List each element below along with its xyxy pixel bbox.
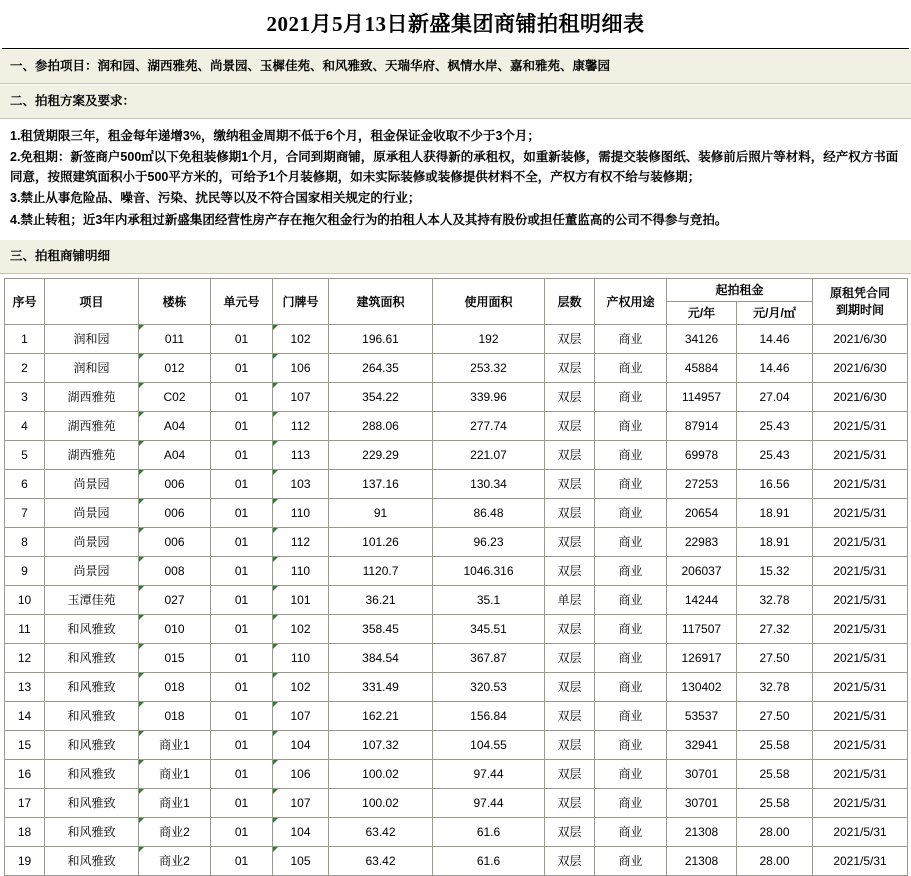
cell-door: 112 bbox=[273, 411, 329, 440]
cell-project: 尚景园 bbox=[45, 527, 139, 556]
cell-building-area: 358.45 bbox=[329, 614, 433, 643]
header-starting-rent: 起拍租金 bbox=[667, 278, 813, 301]
cell-building-area: 63.42 bbox=[329, 817, 433, 846]
cell-building: 011 bbox=[139, 324, 211, 353]
table-row bbox=[5, 585, 908, 614]
cell-rent-per-year: 14244 bbox=[667, 585, 737, 614]
cell-rent-per-month-sqm: 25.58 bbox=[737, 788, 813, 817]
header-project: 项目 bbox=[45, 278, 139, 324]
cell-building: A04 bbox=[139, 440, 211, 469]
cell-building: 商业2 bbox=[139, 817, 211, 846]
cell-floors: 双层 bbox=[545, 324, 595, 353]
cell-seq: 14 bbox=[5, 701, 45, 730]
cell-rent-per-year: 130402 bbox=[667, 672, 737, 701]
cell-door: 113 bbox=[273, 440, 329, 469]
cell-usable-area: 97.44 bbox=[433, 788, 545, 817]
cell-rent-per-month-sqm: 15.32 bbox=[737, 556, 813, 585]
cell-seq: 15 bbox=[5, 730, 45, 759]
cell-rent-per-year: 32941 bbox=[667, 730, 737, 759]
cell-unit: 01 bbox=[211, 440, 273, 469]
cell-rent-per-month-sqm: 32.78 bbox=[737, 672, 813, 701]
cell-seq: 4 bbox=[5, 411, 45, 440]
cell-building: 商业1 bbox=[139, 759, 211, 788]
header-rent-per-year: 元/年 bbox=[667, 301, 737, 324]
cell-door: 104 bbox=[273, 817, 329, 846]
cell-seq: 2 bbox=[5, 353, 45, 382]
cell-building: 008 bbox=[139, 556, 211, 585]
cell-building-area: 91 bbox=[329, 498, 433, 527]
header-contract-expiry-line1: 原租凭合同 bbox=[830, 286, 891, 300]
cell-door: 102 bbox=[273, 324, 329, 353]
cell-rent-per-month-sqm: 27.04 bbox=[737, 382, 813, 411]
cell-rent-per-year: 30701 bbox=[667, 788, 737, 817]
cell-unit: 01 bbox=[211, 701, 273, 730]
cell-rent-per-month-sqm: 27.50 bbox=[737, 643, 813, 672]
cell-unit: 01 bbox=[211, 846, 273, 875]
cell-rent-per-month-sqm: 32.78 bbox=[737, 585, 813, 614]
cell-seq: 12 bbox=[5, 643, 45, 672]
cell-building: 商业2 bbox=[139, 846, 211, 875]
cell-rent-per-year: 53537 bbox=[667, 701, 737, 730]
cell-contract-expiry: 2021/5/31 bbox=[813, 614, 908, 643]
cell-project: 尚景园 bbox=[45, 469, 139, 498]
cell-building-area: 264.35 bbox=[329, 353, 433, 382]
cell-rent-per-month-sqm: 18.91 bbox=[737, 527, 813, 556]
cell-floors: 双层 bbox=[545, 382, 595, 411]
cell-door: 103 bbox=[273, 469, 329, 498]
cell-rent-per-month-sqm: 27.50 bbox=[737, 701, 813, 730]
table-row bbox=[5, 643, 908, 672]
cell-building-area: 229.29 bbox=[329, 440, 433, 469]
cell-project: 和风雅致 bbox=[45, 846, 139, 875]
cell-rent-per-month-sqm: 16.56 bbox=[737, 469, 813, 498]
cell-building: 006 bbox=[139, 527, 211, 556]
cell-rent-per-year: 20654 bbox=[667, 498, 737, 527]
cell-property-use: 商业 bbox=[595, 788, 667, 817]
cell-rent-per-year: 117507 bbox=[667, 614, 737, 643]
cell-contract-expiry: 2021/5/31 bbox=[813, 411, 908, 440]
cell-floors: 双层 bbox=[545, 469, 595, 498]
cell-unit: 01 bbox=[211, 585, 273, 614]
cell-project: 和风雅致 bbox=[45, 759, 139, 788]
cell-building-area: 137.16 bbox=[329, 469, 433, 498]
table-row bbox=[5, 469, 908, 498]
cell-rent-per-month-sqm: 14.46 bbox=[737, 353, 813, 382]
cell-seq: 13 bbox=[5, 672, 45, 701]
cell-rent-per-year: 126917 bbox=[667, 643, 737, 672]
cell-usable-area: 97.44 bbox=[433, 759, 545, 788]
cell-unit: 01 bbox=[211, 817, 273, 846]
cell-project: 湖西雅苑 bbox=[45, 411, 139, 440]
cell-usable-area: 86.48 bbox=[433, 498, 545, 527]
cell-project: 润和园 bbox=[45, 324, 139, 353]
cell-project: 和风雅致 bbox=[45, 701, 139, 730]
cell-floors: 双层 bbox=[545, 353, 595, 382]
plan-item-4: 4.禁止转租；近3年内承租过新盛集团经营性房产存在拖欠租金行为的拍租人本人及其持有股份或担任董监高的公司不得参与竞拍。 bbox=[10, 212, 728, 227]
cell-project: 和风雅致 bbox=[45, 730, 139, 759]
cell-unit: 01 bbox=[211, 411, 273, 440]
cell-door: 105 bbox=[273, 846, 329, 875]
cell-contract-expiry: 2021/5/31 bbox=[813, 759, 908, 788]
cell-property-use: 商业 bbox=[595, 498, 667, 527]
cell-property-use: 商业 bbox=[595, 469, 667, 498]
cell-property-use: 商业 bbox=[595, 556, 667, 585]
cell-building: 018 bbox=[139, 701, 211, 730]
cell-seq: 19 bbox=[5, 846, 45, 875]
table-row bbox=[5, 527, 908, 556]
cell-property-use: 商业 bbox=[595, 817, 667, 846]
plan-item-1: 1.租赁期限三年，租金每年递增3%，缴纳租金周期不低于6个月，租金保证金收取不少于3个月； bbox=[10, 128, 540, 143]
cell-rent-per-year: 22983 bbox=[667, 527, 737, 556]
cell-door: 102 bbox=[273, 672, 329, 701]
cell-unit: 01 bbox=[211, 614, 273, 643]
cell-rent-per-year: 206037 bbox=[667, 556, 737, 585]
cell-project: 玉潭佳苑 bbox=[45, 585, 139, 614]
cell-unit: 01 bbox=[211, 527, 273, 556]
cell-floors: 双层 bbox=[545, 411, 595, 440]
cell-floors: 双层 bbox=[545, 614, 595, 643]
cell-unit: 01 bbox=[211, 643, 273, 672]
cell-seq: 7 bbox=[5, 498, 45, 527]
cell-contract-expiry: 2021/5/31 bbox=[813, 556, 908, 585]
cell-seq: 9 bbox=[5, 556, 45, 585]
cell-property-use: 商业 bbox=[595, 324, 667, 353]
cell-contract-expiry: 2021/5/31 bbox=[813, 817, 908, 846]
cell-floors: 双层 bbox=[545, 556, 595, 585]
cell-usable-area: 339.96 bbox=[433, 382, 545, 411]
cell-floors: 双层 bbox=[545, 440, 595, 469]
header-building-area: 建筑面积 bbox=[329, 278, 433, 324]
page-title: 2021月5月13日新盛集团商铺拍租明细表 bbox=[266, 12, 645, 36]
cell-building: 商业1 bbox=[139, 730, 211, 759]
table-row bbox=[5, 353, 908, 382]
cell-contract-expiry: 2021/5/31 bbox=[813, 585, 908, 614]
cell-usable-area: 320.53 bbox=[433, 672, 545, 701]
table-row bbox=[5, 788, 908, 817]
cell-contract-expiry: 2021/6/30 bbox=[813, 382, 908, 411]
cell-rent-per-month-sqm: 25.58 bbox=[737, 759, 813, 788]
cell-property-use: 商业 bbox=[595, 527, 667, 556]
cell-floors: 双层 bbox=[545, 701, 595, 730]
cell-property-use: 商业 bbox=[595, 614, 667, 643]
section-participating-projects: 一、参拍项目：润和园、湖西雅苑、尚景园、玉樨佳苑、和风雅致、天瑞华府、枫情水岸、嘉和雅苑、康馨园 bbox=[0, 49, 911, 84]
cell-floors: 双层 bbox=[545, 672, 595, 701]
table-row bbox=[5, 759, 908, 788]
cell-unit: 01 bbox=[211, 730, 273, 759]
cell-building: 018 bbox=[139, 672, 211, 701]
table-row bbox=[5, 556, 908, 585]
cell-door: 110 bbox=[273, 643, 329, 672]
cell-seq: 3 bbox=[5, 382, 45, 411]
cell-property-use: 商业 bbox=[595, 846, 667, 875]
cell-usable-area: 104.55 bbox=[433, 730, 545, 759]
cell-usable-area: 156.84 bbox=[433, 701, 545, 730]
cell-building-area: 100.02 bbox=[329, 759, 433, 788]
cell-contract-expiry: 2021/5/31 bbox=[813, 469, 908, 498]
cell-building: 010 bbox=[139, 614, 211, 643]
cell-property-use: 商业 bbox=[595, 585, 667, 614]
cell-rent-per-month-sqm: 25.58 bbox=[737, 730, 813, 759]
cell-usable-area: 61.6 bbox=[433, 846, 545, 875]
cell-building: C02 bbox=[139, 382, 211, 411]
cell-seq: 1 bbox=[5, 324, 45, 353]
cell-project: 湖西雅苑 bbox=[45, 440, 139, 469]
cell-door: 104 bbox=[273, 730, 329, 759]
cell-unit: 01 bbox=[211, 382, 273, 411]
cell-seq: 11 bbox=[5, 614, 45, 643]
cell-rent-per-year: 30701 bbox=[667, 759, 737, 788]
plan-item-2: 2.免租期：新签商户500㎡以下免租装修期1个月，合同到期商铺，原承租人获得新的承租权，如重新装修，需提交装修图纸、装修前后照片等材料，经产权方书面同意，按照建筑面积小于500平方米的，可给予1个月装修期，如未实际装修或装修提供材料不全，产权方有权不给与装修期； bbox=[10, 149, 899, 184]
cell-door: 107 bbox=[273, 701, 329, 730]
cell-property-use: 商业 bbox=[595, 701, 667, 730]
cell-unit: 01 bbox=[211, 556, 273, 585]
cell-rent-per-month-sqm: 28.00 bbox=[737, 846, 813, 875]
cell-building-area: 162.21 bbox=[329, 701, 433, 730]
cell-rent-per-month-sqm: 25.43 bbox=[737, 440, 813, 469]
cell-door: 101 bbox=[273, 585, 329, 614]
cell-building: 012 bbox=[139, 353, 211, 382]
cell-contract-expiry: 2021/5/31 bbox=[813, 440, 908, 469]
cell-building-area: 196.61 bbox=[329, 324, 433, 353]
cell-contract-expiry: 2021/5/31 bbox=[813, 498, 908, 527]
cell-floors: 双层 bbox=[545, 498, 595, 527]
cell-project: 尚景园 bbox=[45, 498, 139, 527]
cell-unit: 01 bbox=[211, 672, 273, 701]
cell-contract-expiry: 2021/5/31 bbox=[813, 701, 908, 730]
table-row bbox=[5, 324, 908, 353]
header-seq: 序号 bbox=[5, 278, 45, 324]
cell-building-area: 36.21 bbox=[329, 585, 433, 614]
plan-item-3: 3.禁止从事危险品、噪音、污染、扰民等以及不符合国家相关规定的行业； bbox=[10, 191, 421, 206]
cell-seq: 6 bbox=[5, 469, 45, 498]
cell-seq: 17 bbox=[5, 788, 45, 817]
table-row bbox=[5, 614, 908, 643]
cell-usable-area: 61.6 bbox=[433, 817, 545, 846]
cell-project: 和风雅致 bbox=[45, 672, 139, 701]
cell-floors: 双层 bbox=[545, 788, 595, 817]
cell-contract-expiry: 2021/5/31 bbox=[813, 672, 908, 701]
cell-usable-area: 35.1 bbox=[433, 585, 545, 614]
cell-unit: 01 bbox=[211, 469, 273, 498]
cell-usable-area: 1046.316 bbox=[433, 556, 545, 585]
cell-building-area: 354.22 bbox=[329, 382, 433, 411]
cell-building-area: 331.49 bbox=[329, 672, 433, 701]
cell-project: 尚景园 bbox=[45, 556, 139, 585]
cell-unit: 01 bbox=[211, 759, 273, 788]
table-row bbox=[5, 817, 908, 846]
cell-seq: 10 bbox=[5, 585, 45, 614]
cell-project: 和风雅致 bbox=[45, 614, 139, 643]
cell-rent-per-year: 69978 bbox=[667, 440, 737, 469]
section-plan-body bbox=[0, 119, 911, 239]
header-unit: 单元号 bbox=[211, 278, 273, 324]
cell-seq: 5 bbox=[5, 440, 45, 469]
header-building: 楼栋 bbox=[139, 278, 211, 324]
cell-property-use: 商业 bbox=[595, 672, 667, 701]
cell-property-use: 商业 bbox=[595, 440, 667, 469]
cell-property-use: 商业 bbox=[595, 353, 667, 382]
cell-project: 湖西雅苑 bbox=[45, 382, 139, 411]
cell-project: 和风雅致 bbox=[45, 817, 139, 846]
cell-project: 和风雅致 bbox=[45, 643, 139, 672]
cell-building-area: 288.06 bbox=[329, 411, 433, 440]
cell-usable-area: 345.51 bbox=[433, 614, 545, 643]
table-body bbox=[5, 324, 908, 875]
cell-unit: 01 bbox=[211, 498, 273, 527]
cell-floors: 双层 bbox=[545, 643, 595, 672]
cell-rent-per-year: 114957 bbox=[667, 382, 737, 411]
section-shop-detail-heading: 三、拍租商铺明细 bbox=[0, 239, 911, 274]
cell-building-area: 100.02 bbox=[329, 788, 433, 817]
cell-floors: 双层 bbox=[545, 846, 595, 875]
cell-contract-expiry: 2021/5/31 bbox=[813, 643, 908, 672]
cell-property-use: 商业 bbox=[595, 730, 667, 759]
cell-usable-area: 253.32 bbox=[433, 353, 545, 382]
cell-property-use: 商业 bbox=[595, 643, 667, 672]
cell-unit: 01 bbox=[211, 788, 273, 817]
header-floors: 层数 bbox=[545, 278, 595, 324]
cell-rent-per-year: 21308 bbox=[667, 846, 737, 875]
cell-building: 015 bbox=[139, 643, 211, 672]
table-row bbox=[5, 440, 908, 469]
cell-building: 027 bbox=[139, 585, 211, 614]
cell-building: 商业1 bbox=[139, 788, 211, 817]
cell-door: 110 bbox=[273, 498, 329, 527]
cell-seq: 16 bbox=[5, 759, 45, 788]
cell-property-use: 商业 bbox=[595, 759, 667, 788]
header-contract-expiry bbox=[813, 278, 908, 324]
cell-property-use: 商业 bbox=[595, 382, 667, 411]
cell-door: 112 bbox=[273, 527, 329, 556]
cell-usable-area: 277.74 bbox=[433, 411, 545, 440]
cell-building-area: 1120.7 bbox=[329, 556, 433, 585]
shop-detail-table bbox=[4, 278, 908, 876]
table-row bbox=[5, 498, 908, 527]
cell-floors: 双层 bbox=[545, 817, 595, 846]
cell-rent-per-month-sqm: 28.00 bbox=[737, 817, 813, 846]
cell-contract-expiry: 2021/5/31 bbox=[813, 846, 908, 875]
cell-building-area: 101.26 bbox=[329, 527, 433, 556]
cell-floors: 双层 bbox=[545, 759, 595, 788]
cell-rent-per-year: 87914 bbox=[667, 411, 737, 440]
cell-building-area: 63.42 bbox=[329, 846, 433, 875]
cell-rent-per-year: 21308 bbox=[667, 817, 737, 846]
table-row bbox=[5, 730, 908, 759]
cell-rent-per-year: 27253 bbox=[667, 469, 737, 498]
cell-building-area: 384.54 bbox=[329, 643, 433, 672]
cell-rent-per-year: 45884 bbox=[667, 353, 737, 382]
cell-contract-expiry: 2021/5/31 bbox=[813, 527, 908, 556]
cell-door: 110 bbox=[273, 556, 329, 585]
table-row bbox=[5, 382, 908, 411]
cell-rent-per-month-sqm: 14.46 bbox=[737, 324, 813, 353]
cell-building: A04 bbox=[139, 411, 211, 440]
cell-seq: 8 bbox=[5, 527, 45, 556]
cell-contract-expiry: 2021/5/31 bbox=[813, 788, 908, 817]
cell-project: 和风雅致 bbox=[45, 788, 139, 817]
cell-usable-area: 130.34 bbox=[433, 469, 545, 498]
cell-door: 102 bbox=[273, 614, 329, 643]
cell-door: 106 bbox=[273, 353, 329, 382]
cell-usable-area: 367.87 bbox=[433, 643, 545, 672]
cell-unit: 01 bbox=[211, 353, 273, 382]
header-rent-per-month-sqm: 元/月/㎡ bbox=[737, 301, 813, 324]
cell-floors: 双层 bbox=[545, 527, 595, 556]
header-door: 门牌号 bbox=[273, 278, 329, 324]
cell-floors: 双层 bbox=[545, 730, 595, 759]
table-header-row-1 bbox=[5, 278, 908, 301]
cell-rent-per-month-sqm: 18.91 bbox=[737, 498, 813, 527]
cell-door: 107 bbox=[273, 382, 329, 411]
header-usable-area: 使用面积 bbox=[433, 278, 545, 324]
cell-building-area: 107.32 bbox=[329, 730, 433, 759]
cell-rent-per-month-sqm: 27.32 bbox=[737, 614, 813, 643]
header-contract-expiry-line2: 到期时间 bbox=[836, 303, 885, 317]
table-row bbox=[5, 846, 908, 875]
cell-property-use: 商业 bbox=[595, 411, 667, 440]
cell-contract-expiry: 2021/6/30 bbox=[813, 324, 908, 353]
table-row bbox=[5, 411, 908, 440]
cell-unit: 01 bbox=[211, 324, 273, 353]
cell-building: 006 bbox=[139, 498, 211, 527]
table-row bbox=[5, 672, 908, 701]
cell-seq: 18 bbox=[5, 817, 45, 846]
cell-rent-per-year: 34126 bbox=[667, 324, 737, 353]
table-row bbox=[5, 701, 908, 730]
cell-contract-expiry: 2021/6/30 bbox=[813, 353, 908, 382]
cell-rent-per-month-sqm: 25.43 bbox=[737, 411, 813, 440]
cell-floors: 单层 bbox=[545, 585, 595, 614]
header-property-use: 产权用途 bbox=[595, 278, 667, 324]
cell-usable-area: 221.07 bbox=[433, 440, 545, 469]
cell-door: 107 bbox=[273, 788, 329, 817]
cell-door: 106 bbox=[273, 759, 329, 788]
cell-usable-area: 96.23 bbox=[433, 527, 545, 556]
cell-contract-expiry: 2021/5/31 bbox=[813, 730, 908, 759]
section-plan-heading: 二、拍租方案及要求： bbox=[0, 84, 911, 119]
cell-project: 润和园 bbox=[45, 353, 139, 382]
cell-usable-area: 192 bbox=[433, 324, 545, 353]
cell-building: 006 bbox=[139, 469, 211, 498]
